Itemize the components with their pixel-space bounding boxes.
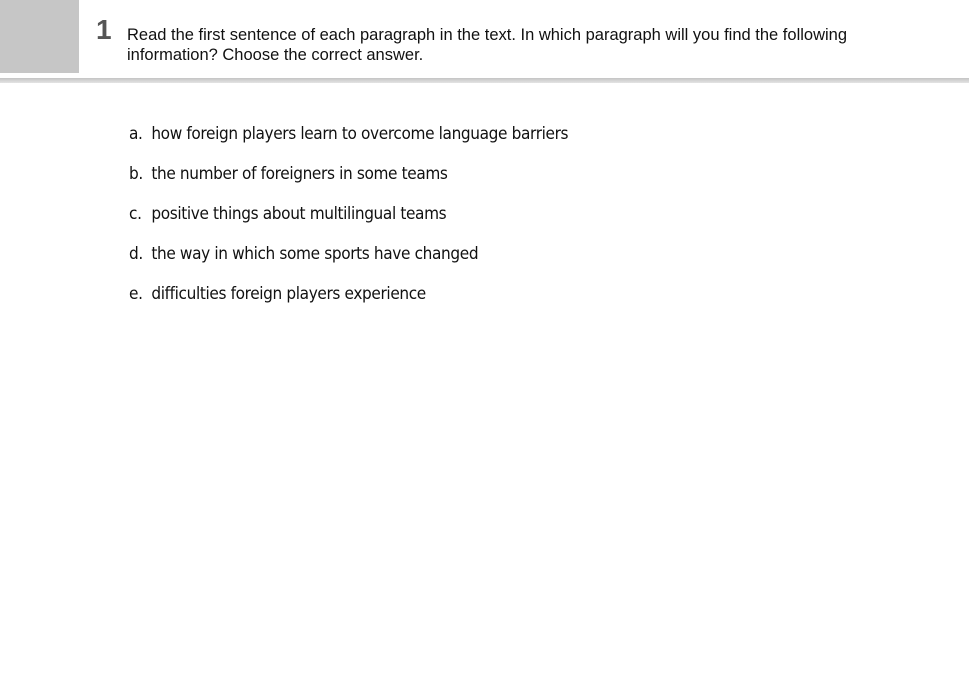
exercise-header [0,0,969,78]
answer-item-d [129,242,568,282]
answer-item-a [129,122,568,162]
answer-letter: d. [129,244,143,263]
answer-letter: e. [129,284,143,303]
answer-list [129,122,601,322]
answer-item-b [129,162,568,202]
exercise-number: 1 [96,14,112,45]
exercise-instruction: Read the first sentence of each paragraph in the text. In which paragraph will you find the following information? Choose the correct answer. [127,26,848,64]
answer-text: positive things about multilingual teams [151,204,447,223]
answer-text: how foreign players learn to overcome language barriers [151,124,569,143]
answer-letter: b. [129,164,143,183]
header-gray-block [0,0,79,73]
answer-letter: a. [129,124,143,143]
answer-item-e [129,282,568,322]
answer-text: the way in which some sports have changed [151,244,479,263]
answer-text: the number of foreigners in some teams [151,164,448,183]
answer-text: difficulties foreign players experience [151,284,426,303]
header-divider [0,78,969,83]
answer-letter: c. [129,204,142,223]
answer-item-c [129,202,568,242]
